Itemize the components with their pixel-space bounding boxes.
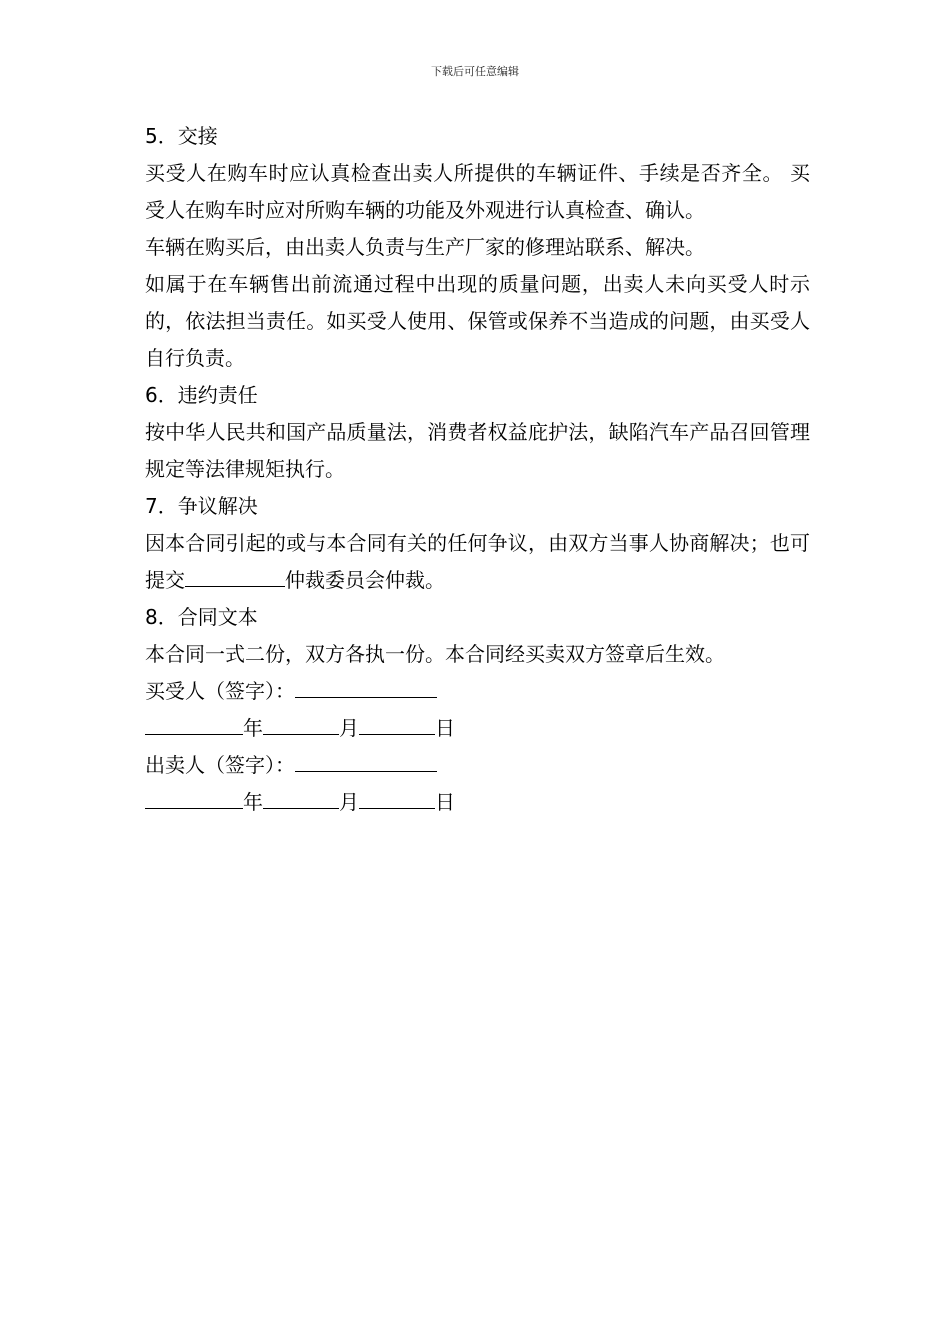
seller-signature-line (145, 747, 810, 784)
section-8-heading: 8．合同文本 (145, 605, 258, 629)
section-7-text-after: 仲裁委员会仲裁。 (285, 568, 445, 592)
year-label: 年 (243, 716, 263, 740)
month-label: 月 (339, 716, 359, 740)
day-label: 日 (435, 790, 455, 814)
section-7-heading: 7．争议解决 (145, 494, 258, 518)
seller-signature-label: 出卖人（签字）： (145, 753, 295, 777)
section-5-paragraph-1: 买受人在购车时应认真检查出卖人所提供的车辆证件、手续是否齐全。 买受人在购车时应对所购车辆的功能及外观进行认真检查、确认。 (145, 161, 810, 222)
seller-day-blank[interactable] (359, 786, 435, 809)
buyer-date-line (145, 710, 810, 747)
day-label: 日 (435, 716, 455, 740)
buyer-signature-blank[interactable] (295, 675, 437, 698)
page-header: 下载后可任意编辑 (431, 65, 519, 78)
seller-year-blank[interactable] (145, 786, 243, 809)
buyer-month-blank[interactable] (263, 712, 339, 735)
section-5-paragraph-2: 车辆在购买后，由出卖人负责与生产厂家的修理站联系、解决。 (145, 235, 705, 259)
seller-date-line (145, 784, 810, 821)
buyer-day-blank[interactable] (359, 712, 435, 735)
buyer-year-blank[interactable] (145, 712, 243, 735)
section-7-text-before: 因本合同引起的或与本合同有关的任何争议，由双方当事人协商解决；也可提交 (145, 531, 810, 592)
year-label: 年 (243, 790, 263, 814)
seller-signature-blank[interactable] (295, 749, 437, 772)
section-7-paragraph-1 (145, 525, 810, 599)
section-6-paragraph-1: 按中华人民共和国产品质量法，消费者权益庇护法，缺陷汽车产品召回管理规定等法律规矩执行。 (145, 420, 810, 481)
arbitration-commission-blank[interactable] (185, 564, 285, 587)
seller-month-blank[interactable] (263, 786, 339, 809)
section-6-heading: 6．违约责任 (145, 383, 258, 407)
month-label: 月 (339, 790, 359, 814)
contract-body (145, 118, 810, 821)
buyer-signature-label: 买受人（签字）： (145, 679, 295, 703)
section-8-paragraph-1: 本合同一式二份，双方各执一份。本合同经买卖双方签章后生效。 (145, 642, 725, 666)
section-5-paragraph-3: 如属于在车辆售出前流通过程中出现的质量问题，出卖人未向买受人时示的，依法担当责任。如买受人使用、保管或保养不当造成的问题，由买受人自行负责。 (145, 272, 810, 370)
section-5-heading: 5．交接 (145, 124, 218, 148)
buyer-signature-line (145, 673, 810, 710)
